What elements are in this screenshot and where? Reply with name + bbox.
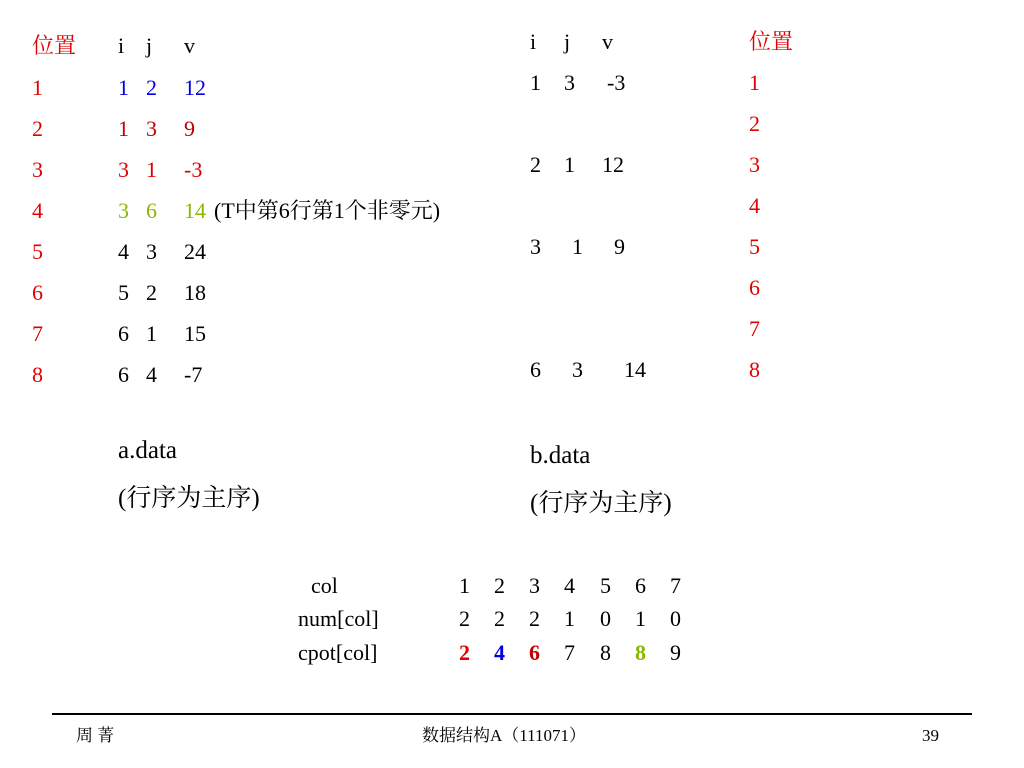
cell-b-1-i: 1 [530,70,541,95]
cpot-value: 2 [459,640,470,665]
cell-a-8-j: 4 [146,362,157,387]
cpot-value: 6 [529,640,540,665]
num-value: 0 [600,606,611,631]
position-b-8: 8 [749,357,760,382]
position-b-7: 7 [749,316,760,341]
cell-b-3-v: 9 [614,234,625,259]
cell-a-6-v: 18 [184,280,206,305]
col-value: 2 [494,573,505,598]
num-value: 2 [529,606,540,631]
cell-b-4-i: 6 [530,357,541,382]
cell-b-3-i: 3 [530,234,541,259]
num-label: num[col] [298,606,379,631]
cell-b-1-j: 3 [564,70,575,95]
cell-a-7-i: 6 [118,321,129,346]
cell-a-6-j: 2 [146,280,157,305]
cell-a-3-i: 3 [118,157,129,182]
caption-a: a.data [118,437,177,464]
col-value: 3 [529,573,540,598]
position-a-6: 6 [32,280,43,305]
cpot-label: cpot[col] [298,640,378,665]
header-i-a: i [118,33,125,58]
cell-a-3-v: -3 [184,157,203,182]
num-value: 2 [459,606,470,631]
caption-b: b.data [530,442,591,469]
cell-b-4-j: 3 [572,357,583,382]
col-value: 6 [635,573,646,598]
position-a-8: 8 [32,362,43,387]
cell-b-2-i: 2 [530,152,541,177]
cell-a-3-j: 1 [146,157,157,182]
cell-a-4-i: 3 [118,198,129,223]
col-label: col [311,573,338,598]
cell-a-2-j: 3 [146,116,157,141]
position-header-b: 位置 [749,29,794,54]
position-a-7: 7 [32,321,43,346]
num-value: 0 [670,606,681,631]
position-a-4: 4 [32,198,43,223]
cell-a-5-i: 4 [118,239,129,264]
cell-b-3-j: 1 [572,234,583,259]
footer-divider [52,713,972,715]
position-b-5: 5 [749,234,760,259]
caption-a-sub: (行序为主序) [118,485,260,512]
col-value: 5 [600,573,611,598]
cell-a-7-v: 15 [184,321,206,346]
num-value: 1 [564,606,575,631]
position-b-2: 2 [749,111,760,136]
row-annotation: (T中第6行第1个非零元) [214,198,441,223]
cell-a-1-j: 2 [146,75,157,100]
col-value: 4 [564,573,575,598]
position-b-6: 6 [749,275,760,300]
cpot-value: 7 [564,640,575,665]
position-a-1: 1 [32,75,43,100]
cell-a-8-i: 6 [118,362,129,387]
cell-b-1-v: -3 [607,70,626,95]
cell-a-5-j: 3 [146,239,157,264]
header-j-a: j [146,33,153,58]
position-b-1: 1 [749,70,760,95]
page-number: 39 [922,726,939,745]
position-b-3: 3 [749,152,760,177]
header-j-b: j [564,29,571,54]
cell-a-4-v: 14 [184,198,206,223]
cell-a-8-v: -7 [184,362,203,387]
position-b-4: 4 [749,193,760,218]
col-value: 7 [670,573,681,598]
cell-a-6-i: 5 [118,280,129,305]
cell-a-5-v: 24 [184,239,206,264]
cell-a-1-i: 1 [118,75,129,100]
footer-course: 数据结构A（111071） [422,726,587,745]
position-header-a: 位置 [32,33,77,58]
position-a-5: 5 [32,239,43,264]
num-value: 2 [494,606,505,631]
cell-a-4-j: 6 [146,198,157,223]
col-value: 1 [459,573,470,598]
cpot-value: 8 [635,640,646,665]
num-value: 1 [635,606,646,631]
cell-b-2-j: 1 [564,152,575,177]
position-a-3: 3 [32,157,43,182]
cpot-value: 8 [600,640,611,665]
header-v-a: v [184,33,195,58]
cpot-value: 9 [670,640,681,665]
position-a-2: 2 [32,116,43,141]
cell-a-2-i: 1 [118,116,129,141]
cpot-value: 4 [494,640,505,665]
cell-a-7-j: 1 [146,321,157,346]
header-i-b: i [530,29,537,54]
cell-a-1-v: 12 [184,75,206,100]
footer-author: 周 菁 [76,726,115,745]
cell-b-4-v: 14 [624,357,646,382]
cell-b-2-v: 12 [602,152,624,177]
cell-a-2-v: 9 [184,116,195,141]
caption-b-sub: (行序为主序) [530,490,672,517]
header-v-b: v [602,29,613,54]
